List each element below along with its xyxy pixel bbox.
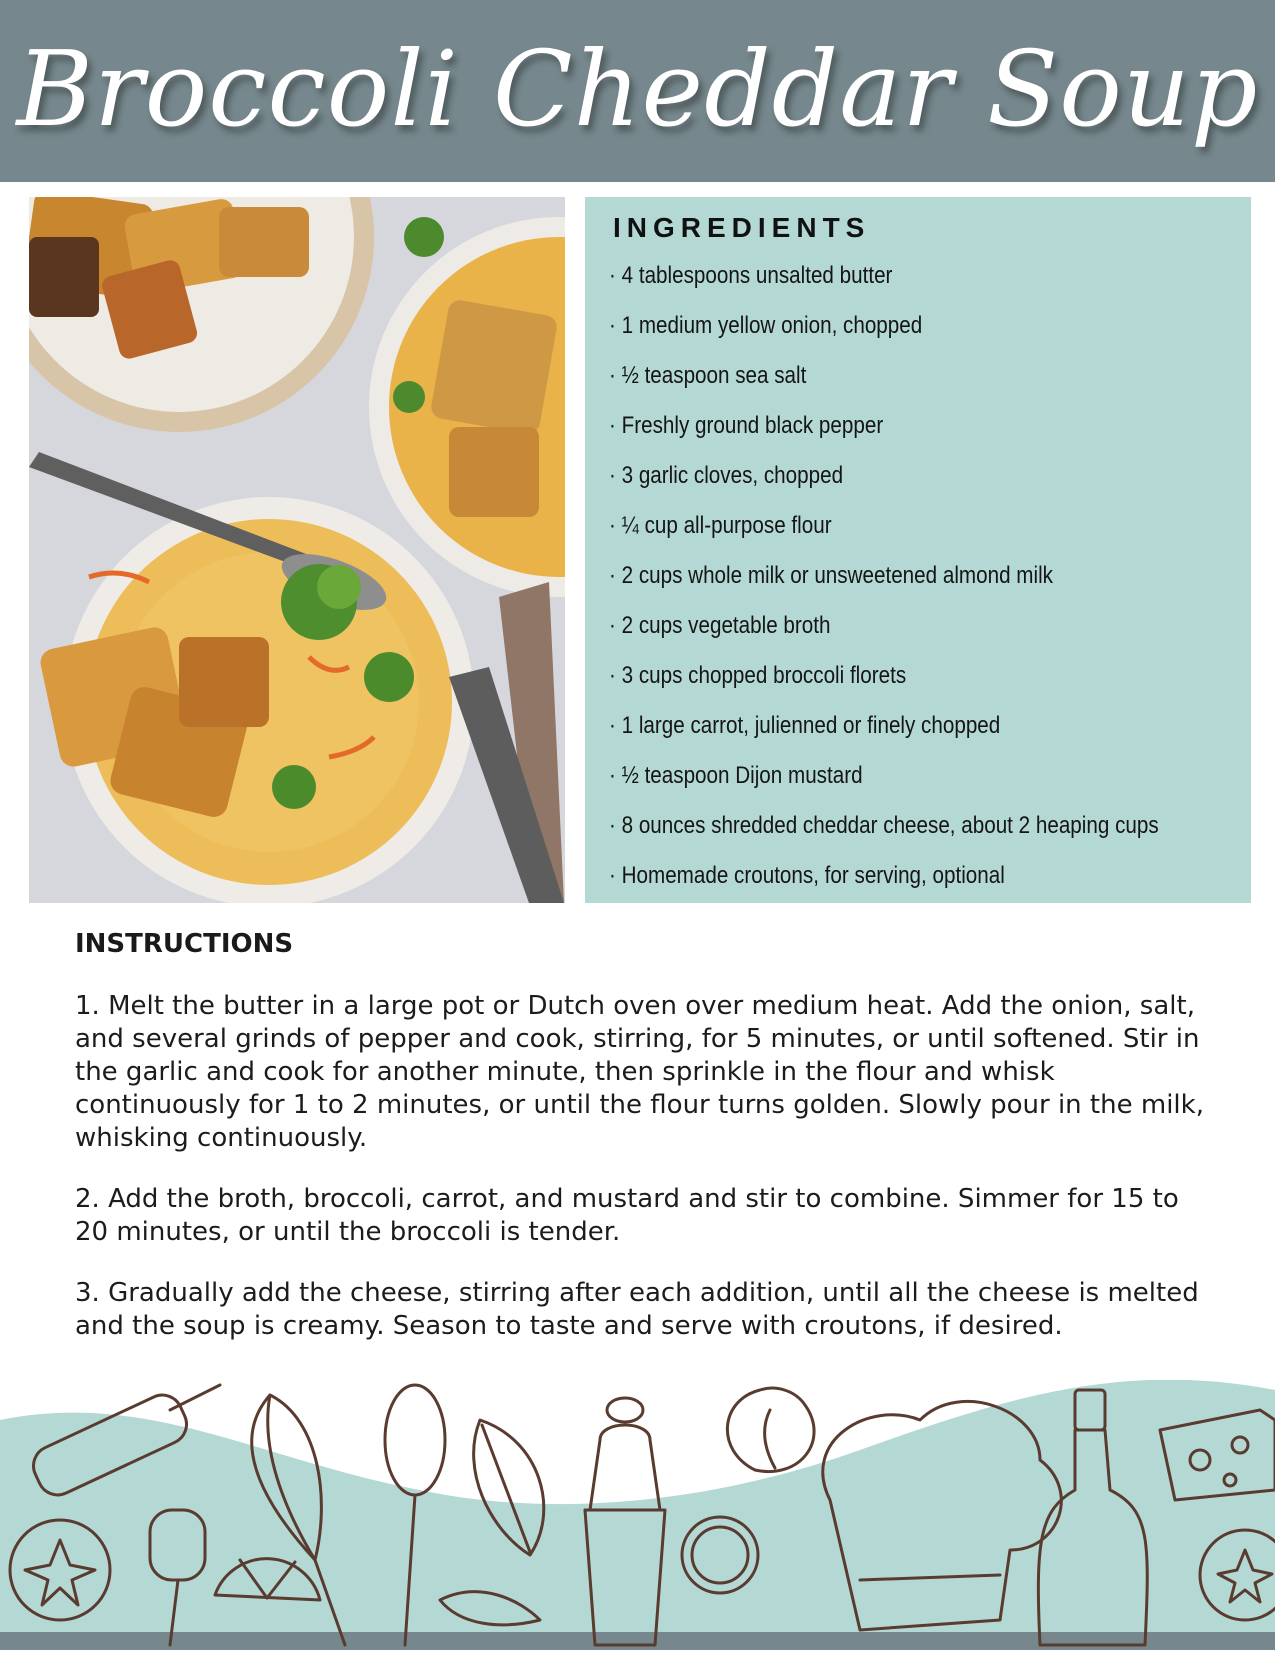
ingredient-item: · 1 large carrot, julienned or finely chopped — [609, 701, 1161, 751]
ingredient-item: · 3 garlic cloves, chopped — [609, 451, 1161, 501]
instruction-step: 3. Gradually add the cheese, stirring after each addition, until all the cheese is melted and the soup is creamy. Season to taste and serve with croutons, if desired. — [75, 1278, 1199, 1341]
ingredients-panel — [585, 197, 1251, 903]
instructions-heading: INSTRUCTIONS — [75, 929, 294, 959]
title-banner — [0, 0, 1275, 182]
soup-photo — [29, 197, 565, 903]
instruction-step: 2. Add the broth, broccoli, carrot, and mustard and stir to combine. Simmer for 15 to 20 minutes, or until the broccoli is tender. — [75, 1184, 1179, 1247]
ingredient-item: · ½ teaspoon sea salt — [609, 351, 1161, 401]
ingredients-list — [609, 251, 1251, 901]
ingredient-item: · 1 medium yellow onion, chopped — [609, 301, 1161, 351]
instructions-section — [75, 922, 1205, 1371]
ingredient-item: · 3 cups chopped broccoli florets — [609, 651, 1161, 701]
ingredient-item: · 2 cups vegetable broth — [609, 601, 1161, 651]
ingredient-item: · 4 tablespoons unsalted butter — [609, 251, 1161, 301]
instruction-step: 1. Melt the butter in a large pot or Dutch oven over medium heat. Add the onion, salt, and several grinds of pepper and cook, stirring, for 5 minutes, or until softened. Stir in the garlic and cook for another minute, then sprinkle in the flour and whisk continuously for 1 to 2 minutes, or until the flour turns golden. Slowly pour in the milk, whisking continuously. — [75, 991, 1204, 1153]
ingredient-item: · 2 cups whole milk or unsweetened almond milk — [609, 551, 1161, 601]
ingredient-item: · Homemade croutons, for serving, optional — [609, 851, 1161, 901]
ingredient-item: · 8 ounces shredded cheddar cheese, about 2 heaping cups — [609, 801, 1161, 851]
ingredient-item: · ½ teaspoon Dijon mustard — [609, 751, 1161, 801]
kitchen-line-art-footer — [0, 1380, 1275, 1650]
ingredient-item: · Freshly ground black pepper — [609, 401, 1161, 451]
garlic-icon — [727, 1388, 814, 1471]
ingredient-item: · ¼ cup all-purpose flour — [609, 501, 1161, 551]
recipe-title: Broccoli Cheddar Soup — [16, 28, 1259, 150]
footer-wave — [0, 1380, 1275, 1650]
ingredients-heading: INGREDIENTS — [613, 212, 871, 243]
